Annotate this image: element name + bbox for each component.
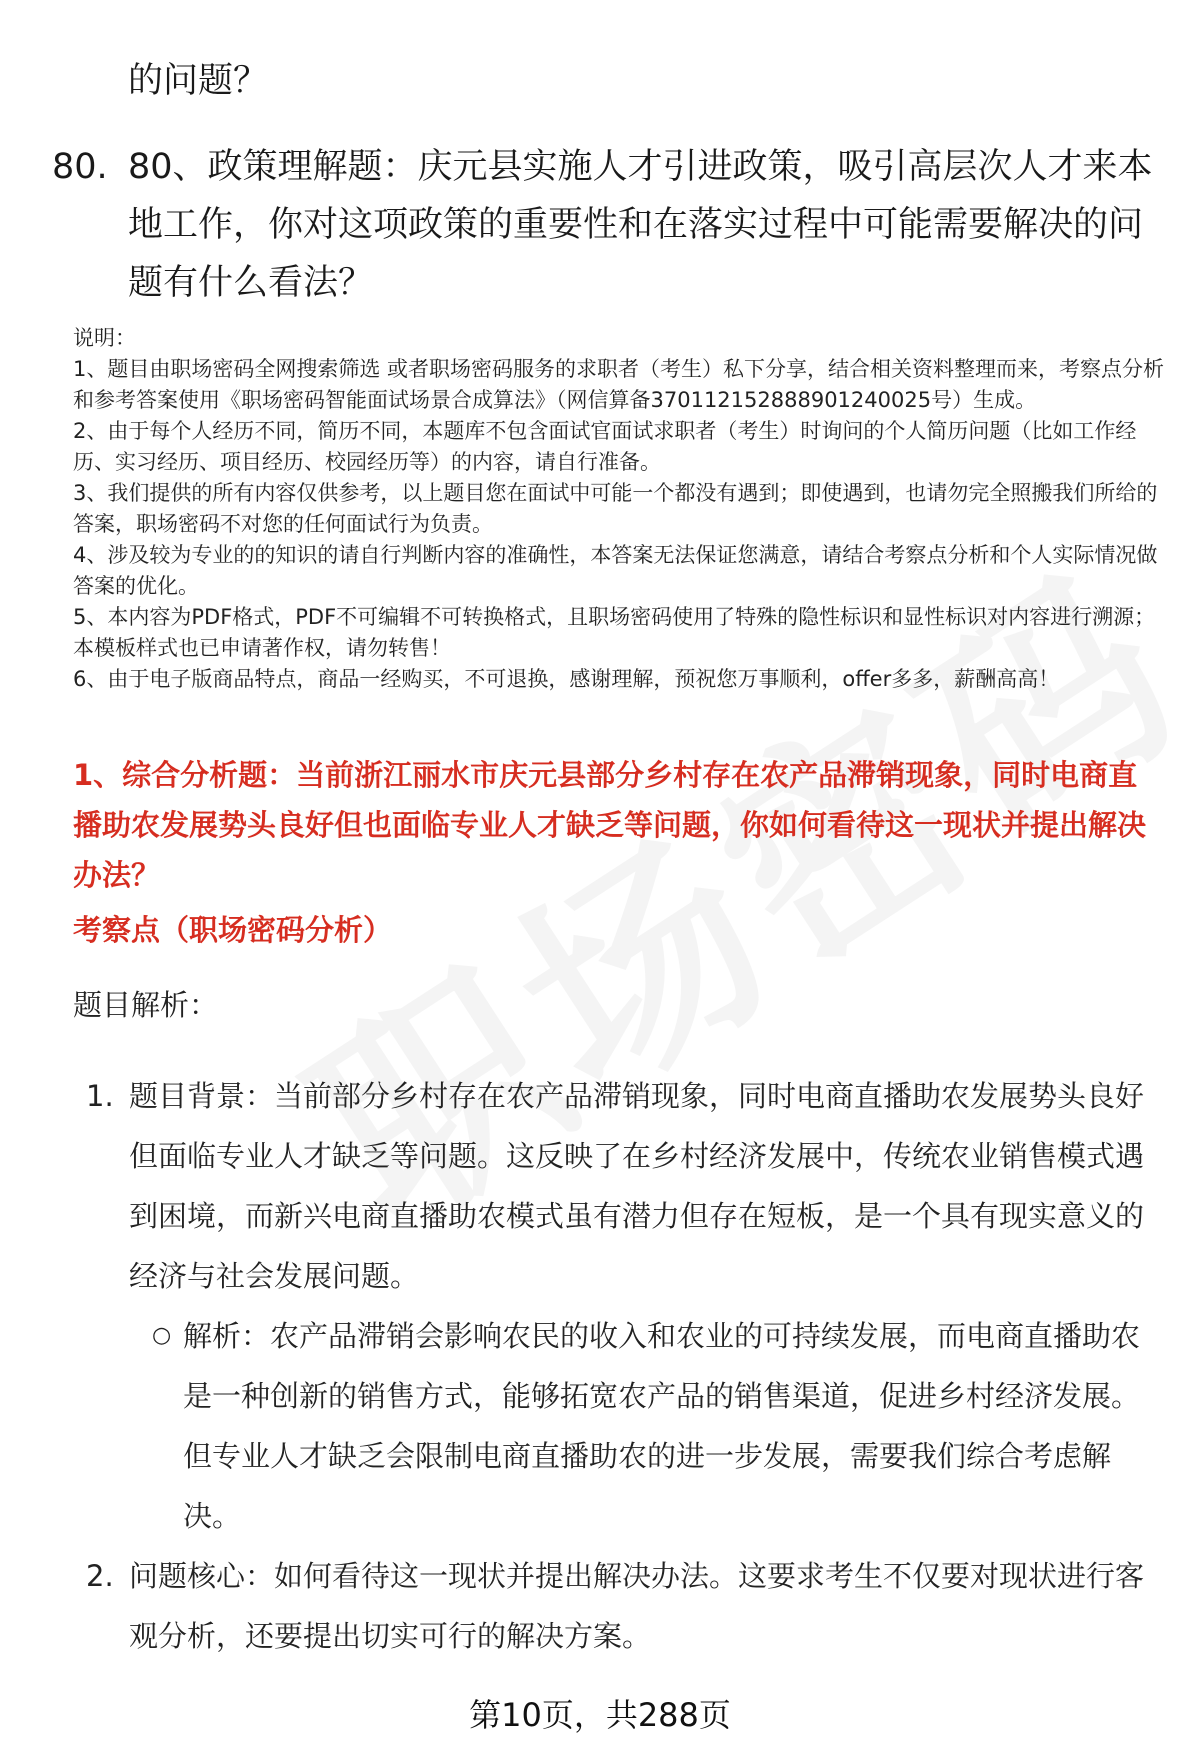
question-80 bbox=[52, 138, 1162, 312]
note-item: 4、涉及较为专业的的知识的请自行判断内容的准确性，本答案无法保证您满意，请结合考察点分析和个人实际情况做答案的优化。 bbox=[73, 543, 1158, 598]
list-item-text: 问题核心：如何看待这一现状并提出解决办法。这要求考生不仅要对现状进行客观分析，还要提出切实可行的解决方案。 bbox=[129, 1559, 1145, 1653]
list-item-text: 题目背景：当前部分乡村存在农产品滞销现象，同时电商直播助农发展势头良好但面临专业人才缺乏等问题。这反映了在乡村经济发展中，传统农业销售模式遇到困境，而新兴电商直播助农模式虽有潜力但存在短板，是一个具有现实意义的经济与社会发展问题。 bbox=[129, 1079, 1145, 1293]
note-item: 6、由于电子版商品特点，商品一经购买，不可退换，感谢理解，预祝您万事顺利，offer多多，薪酬高高！ bbox=[73, 667, 1060, 691]
sub-list-item bbox=[152, 1306, 1147, 1546]
note-item: 1、题目由职场密码全网搜索筛选 或者职场密码服务的求职者（考生）私下分享，结合相关资料整理而来，考察点分析和参考答案使用《职场密码智能面试场景合成算法》（网信算备370112152888901240025号）生成。 bbox=[73, 357, 1165, 412]
question-80-number: 80. bbox=[52, 147, 108, 187]
analysis-label: 题目解析： bbox=[73, 988, 219, 1022]
sub-list-item-text: 解析：农产品滞销会影响农民的收入和农业的可持续发展，而电商直播助农是一种创新的销售方式，能够拓宽农产品的销售渠道，促进乡村经济发展。但专业人才缺乏会限制电商直播助农的进一步发展，需要我们综合考虑解决。 bbox=[183, 1319, 1141, 1533]
notes-section bbox=[73, 323, 1168, 695]
list-item bbox=[86, 1066, 1146, 1306]
list-marker: 2. bbox=[86, 1559, 114, 1593]
note-item: 2、由于每个人经历不同，简历不同，本题库不包含面试官面试求职者（考生）时询问的个人简历问题（比如工作经历、实习经历、项目经历、校园经历等）的内容，请自行准备。 bbox=[73, 419, 1137, 474]
notes-title: 说明： bbox=[73, 326, 136, 350]
focus-heading: 考察点（职场密码分析） bbox=[73, 913, 393, 947]
previous-question-tail: 的问题？ bbox=[128, 61, 269, 101]
circle-bullet-icon: ○ bbox=[152, 1323, 172, 1348]
note-item: 5、本内容为PDF格式，PDF不可编辑不可转换格式，且职场密码使用了特殊的隐性标识和显性标识对内容进行溯源；本模板样式也已申请著作权，请勿转售！ bbox=[73, 605, 1156, 660]
question-1-title: 1、综合分析题：当前浙江丽水市庆元县部分乡村存在农产品滞销现象，同时电商直播助农发展势头良好但也面临专业人才缺乏等问题，你如何看待这一现状并提出解决办法？ bbox=[73, 758, 1147, 892]
question-80-text: 80、政策理解题：庆元县实施人才引进政策，吸引高层次人才来本地工作，你对这项政策的重要性和在落实过程中可能需要解决的问题有什么看法？ bbox=[128, 147, 1153, 303]
note-item: 3、我们提供的所有内容仅供参考，以上题目您在面试中可能一个都没有遇到；即使遇到，也请勿完全照搬我们所给的答案，职场密码不对您的任何面试行为负责。 bbox=[73, 481, 1158, 536]
list-item bbox=[86, 1546, 1146, 1666]
page-footer: 第10页，共288页 bbox=[469, 1696, 731, 1734]
list-marker: 1. bbox=[86, 1079, 114, 1113]
